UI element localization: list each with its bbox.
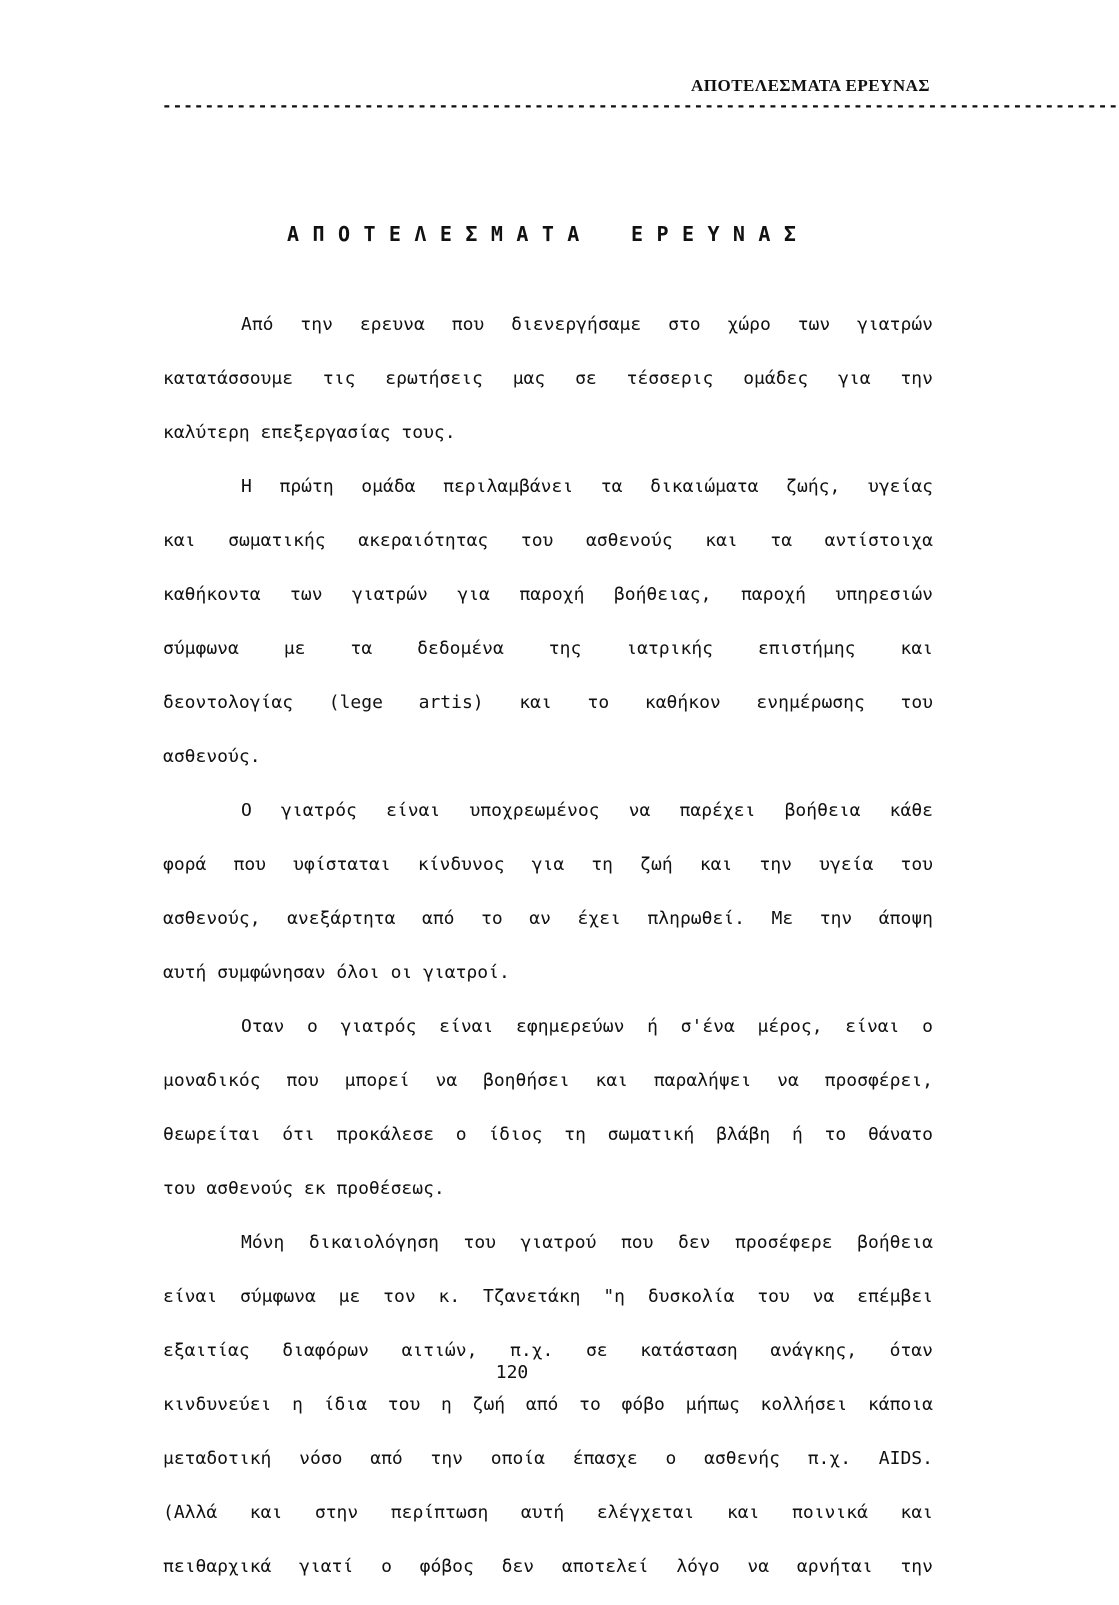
text-line: Μόνη δικαιολόγηση του γιατρού που δεν προσέφερε βοήθεια bbox=[241, 1232, 933, 1253]
text-line: μεταδοτική νόσο από την οποία έπασχε ο ασθενής π.χ. AIDS. bbox=[163, 1448, 933, 1469]
text-line: κατατάσσουμε τις ερωτήσεις μας σε τέσσερις ομάδες για την bbox=[163, 368, 933, 389]
running-header: ΑΠΟΤΕΛΕΣΜΑΤΑ ΕΡΕΥΝΑΣ bbox=[691, 76, 930, 95]
header-dashed-rule: ------------------------------------------------------------------------------------------ bbox=[162, 96, 1119, 115]
body-text bbox=[163, 309, 933, 1605]
text-line: αυτή συμφώνησαν όλοι οι γιατροί. bbox=[163, 962, 510, 983]
text-line: δεοντολογίας (lege artis) και το καθήκον ενημέρωσης του bbox=[163, 692, 933, 713]
page-title: Α Π Ο Τ Ε Λ Ε Σ Μ Α Τ Α Ε Ρ Ε Υ Ν Α Σ bbox=[287, 222, 797, 246]
text-line: εξαιτίας διαφόρων αιτιών, π.χ. σε κατάσταση ανάγκης, όταν bbox=[163, 1340, 933, 1361]
text-line: ασθενούς, ανεξάρτητα από το αν έχει πληρωθεί. Με την άποψη bbox=[163, 908, 933, 929]
text-line: φορά που υφίσταται κίνδυνος για τη ζωή και την υγεία του bbox=[163, 854, 933, 875]
page-number: 120 bbox=[495, 1362, 529, 1383]
text-line: Η πρώτη ομάδα περιλαμβάνει τα δικαιώματα ζωής, υγείας bbox=[241, 476, 933, 497]
text-line: κινδυνεύει η ίδια του η ζωή από το φόβο μήπως κολλήσει κάποια bbox=[163, 1394, 933, 1415]
text-line: μοναδικός που μπορεί να βοηθήσει και παραλήψει να προσφέρει, bbox=[163, 1070, 933, 1091]
text-line: σύμφωνα με τα δεδομένα της ιατρικής επιστήμης και bbox=[163, 638, 933, 659]
text-line: και σωματικής ακεραιότητας του ασθενούς και τα αντίστοιχα bbox=[163, 530, 933, 551]
text-line: καλύτερη επεξεργασίας τους. bbox=[163, 422, 456, 443]
text-line: Ο γιατρός είναι υποχρεωμένος να παρέχει βοήθεια κάθε bbox=[241, 800, 933, 821]
text-line: θεωρείται ότι προκάλεσε ο ίδιος τη σωματική βλάβη ή το θάνατο bbox=[163, 1124, 933, 1145]
text-line: Από την ερευνα που διενεργήσαμε στο χώρο των γιατρών bbox=[241, 314, 933, 335]
text-line: πειθαρχικά γιατί ο φόβος δεν αποτελεί λόγο να αρνήται την bbox=[163, 1556, 933, 1577]
text-line: ασθενούς. bbox=[163, 746, 261, 767]
text-line: είναι σύμφωνα με τον κ. Τζανετάκη "η δυσκολία του να επέμβει bbox=[163, 1286, 933, 1307]
text-line: Οταν ο γιατρός είναι εφημερεύων ή σ'ένα μέρος, είναι ο bbox=[241, 1016, 933, 1037]
text-line: καθήκοντα των γιατρών για παροχή βοήθειας, παροχή υπηρεσιών bbox=[163, 584, 933, 605]
text-line: (Αλλά και στην περίπτωση αυτή ελέγχεται και ποινικά και bbox=[163, 1502, 933, 1523]
text-line: του ασθενούς εκ προθέσεως. bbox=[163, 1178, 445, 1199]
